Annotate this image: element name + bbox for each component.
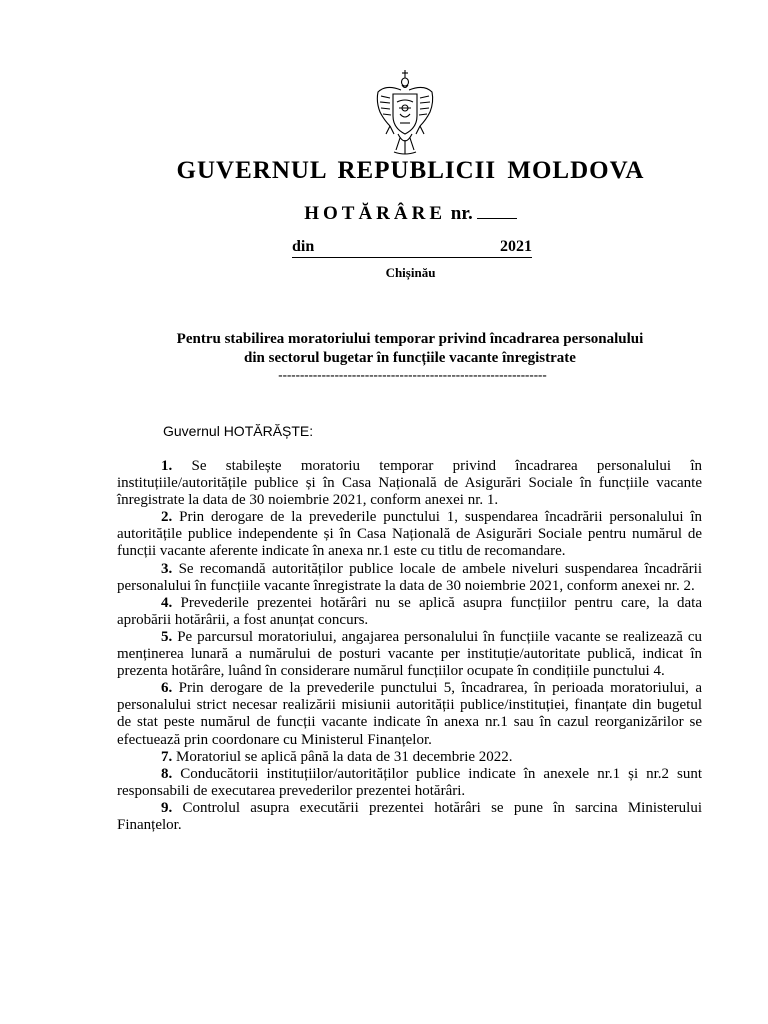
date-line	[292, 238, 532, 258]
point-number: 9.	[161, 799, 173, 816]
point-text: Conducătorii instituțiilor/autorităților publice indicate în anexele nr.1 și nr.2 sunt responsabili de executarea prevederilor prezentei hotărâri.	[117, 765, 702, 799]
point	[117, 680, 702, 748]
point	[117, 458, 702, 509]
point-number: 7.	[161, 748, 173, 765]
point	[117, 749, 702, 766]
point-number: 2.	[161, 509, 173, 526]
point-text: Prin derogare de la prevederile punctului 1, suspendarea încadrării personalului în autoritățile publice independente și în Casa Națională de Asigurări Sociale pentru numărul de funcții vacante aferente indicate în anexa nr.1 este cu titlu de recomandare.	[117, 509, 703, 560]
point	[117, 766, 702, 800]
point	[117, 561, 702, 595]
city-label: Chișinău	[385, 265, 436, 280]
decision-word: HOTĂRÂRE	[304, 203, 447, 224]
point-number: 8.	[161, 765, 173, 782]
point-number: 6.	[161, 680, 173, 697]
point-number: 3.	[161, 560, 173, 577]
date-prefix: din	[292, 238, 315, 255]
point	[117, 800, 702, 834]
point-text: Controlul asupra executării prezentei hotărâri se pune în sarcina Ministerului Finanțelor.	[117, 799, 703, 833]
government-title: GUVERNUL REPUBLICII MOLDOVA	[176, 157, 645, 184]
intro-text: Guvernul HOTĂRĂȘTE:	[163, 423, 314, 439]
decision-number-label: nr.	[450, 203, 473, 224]
decision-body	[117, 458, 702, 834]
point-number: 4.	[161, 594, 173, 611]
decision-number-blank	[477, 202, 517, 219]
moldova-coat-of-arms-icon	[372, 68, 438, 158]
subject-divider: --------------------------------------------------------------	[278, 367, 547, 382]
point-text: Prevederile prezentei hotărâri nu se aplică asupra funcțiilor pentru care, la data aprobării hotărârii, a fost anunțat concurs.	[117, 594, 703, 628]
point-number: 1.	[161, 458, 173, 474]
point	[117, 629, 702, 680]
point-text: Se stabilește moratoriu temporar privind încadrarea personalului în instituțiile/autoritățile publice și în Casa Națională de Asigurări Sociale în funcțiile vacante înregistrate la data de 30 noiembrie 2021, conform anexei nr. 1.	[117, 458, 703, 509]
subject-line-2: din sectorul bugetar în funcțiile vacante înregistrate	[244, 350, 576, 366]
point-text: Moratoriul se aplică până la data de 31 decembrie 2022.	[176, 748, 513, 765]
date-year: 2021	[500, 238, 532, 255]
point-text: Prin derogare de la prevederile punctului 5, încadrarea, în perioada moratoriului, a personalului strict necesar realizării misiunii autorității publice/instituției, finanțate din bugetul de stat peste numărul de funcții vacante indicate în anexa nr.1 sau în cazul reorganizărilor se efectuează prin coordonare cu Ministerul Finanțelor.	[117, 680, 702, 748]
point-text: Se recomandă autorităților publice locale de ambele niveluri suspendarea încadrării personalului în funcțiile vacante înregistrate la data de 30 noiembrie 2021, conform anexei nr. 2.	[117, 560, 703, 594]
point	[117, 595, 702, 629]
point-text: Pe parcursul moratoriului, angajarea personalului în funcțiile vacante se realizează cu menținerea lunară a numărului de posturi vacante per instituție/autoritate publică, indicat în prezenta hotărâre, luând în considerare numărul funcțiilor ocupate în condițiile punctului 4.	[117, 628, 703, 680]
subject-line-1: Pentru stabilirea moratoriului temporar privind încadrarea personalului	[176, 331, 644, 347]
point-number: 5.	[161, 628, 173, 645]
point	[117, 509, 702, 560]
decision-heading	[0, 202, 768, 225]
decision-subject	[110, 330, 710, 368]
